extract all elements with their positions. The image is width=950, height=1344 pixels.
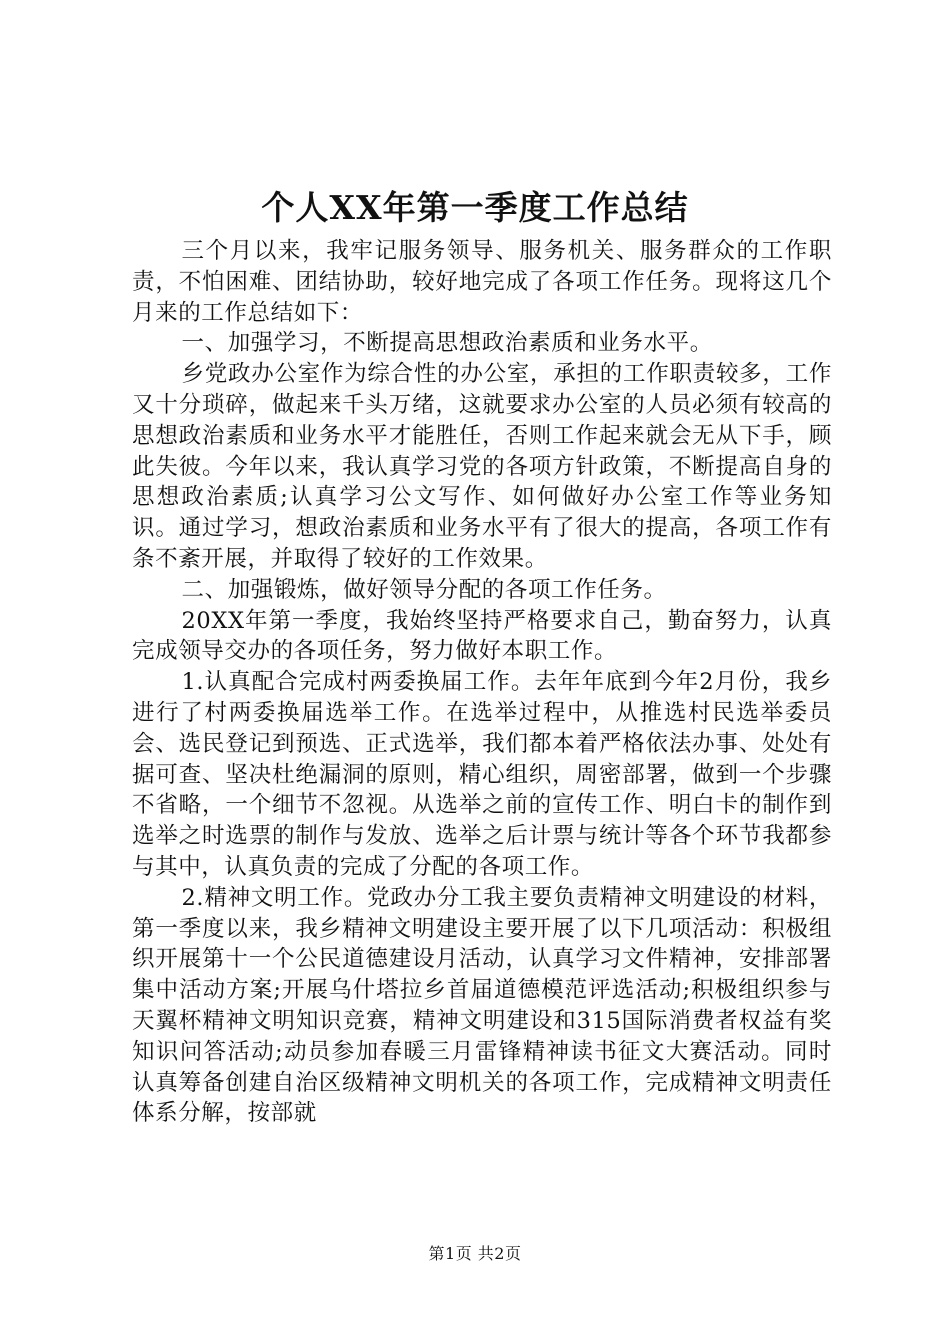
section-heading-2: 二、加强锻炼，做好领导分配的各项工作任务。 xyxy=(181,576,667,603)
document-title: 个人XX年第一季度工作总结 xyxy=(261,188,689,227)
document-body xyxy=(132,236,832,1129)
paragraph-civilization-work: 2.精神文明工作。党政办分工我主要负责精神文明建设的材料，第一季度以来，我乡精神文明建设主要开展了以下几项活动：积极组织开展第十一个公民道德建设月活动，认真学习文件精神，安排部署集中活动方案;开展乌什塔拉乡首届道德模范评选活动;积极组织参与天翼杯精神文明知识竞赛，精神文明建设和315国际消费者权益有奖知识问答活动;动员参加春暖三月雷锋精神读书征文大赛活动。同时认真筹备创建自治区级精神文明机关的各项工作，完成精神文明责任体系分解，按部就 xyxy=(132,884,832,1127)
section-heading-1: 一、加强学习，不断提高思想政治素质和业务水平。 xyxy=(181,330,713,357)
page-footer: 第1页 共2页 xyxy=(428,1244,522,1263)
paragraph-study: 乡党政办公室作为综合性的办公室，承担的工作职责较多，工作又十分琐碎，做起来千头万绪，这就要求办公室的人员必须有较高的思想政治素质和业务水平才能胜任，否则工作起来就会无从下手，顾此失彼。今年以来，我认真学习党的各项方针政策，不断提高自身的思想政治素质;认真学习公文写作、如何做好办公室工作等业务知识。通过学习，想政治素质和业务水平有了很大的提高，各项工作有条不紊开展，并取得了较好的工作效果。 xyxy=(132,361,832,572)
paragraph-quarter-summary: 20XX年第一季度，我始终坚持严格要求自己，勤奋努力，认真完成领导交办的各项任务，努力做好本职工作。 xyxy=(132,607,832,665)
paragraph-election-work: 1.认真配合完成村两委换届工作。去年年底到今年2月份，我乡进行了村两委换届选举工作。在选举过程中，从推选村民选举委员会、选民登记到预选、正式选举，我们都本着严格依法办事、处处有据可查、坚决杜绝漏洞的原则，精心组织，周密部署，做到一个步骤不省略，一个细节不忽视。从选举之前的宣传工作、明白卡的制作到选举之时选票的制作与发放、选举之后计票与统计等各个环节我都参与其中，认真负责的完成了分配的各项工作。 xyxy=(132,669,832,880)
paragraph-intro: 三个月以来，我牢记服务领导、服务机关、服务群众的工作职责，不怕困难、团结协助，较好地完成了各项工作任务。现将这几个月来的工作总结如下： xyxy=(132,238,832,326)
